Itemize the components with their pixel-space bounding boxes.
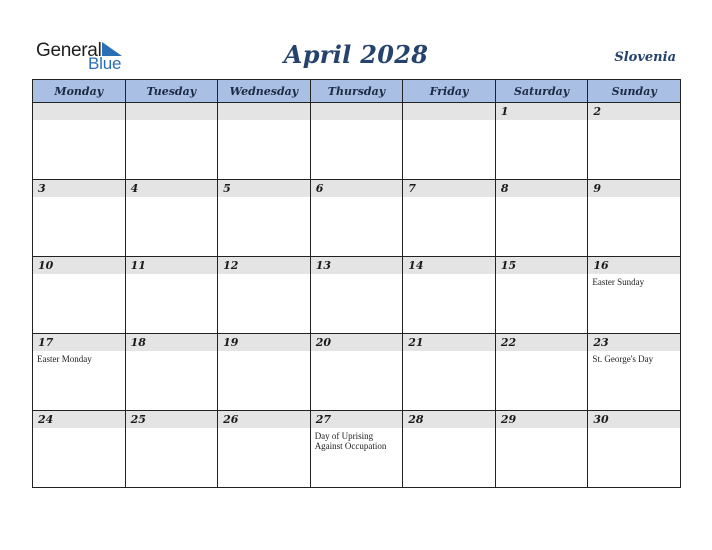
logo-word-general: General bbox=[36, 40, 102, 61]
day-number: 22 bbox=[496, 334, 588, 351]
day-cell bbox=[495, 334, 588, 411]
day-cell bbox=[495, 180, 588, 257]
holiday-label bbox=[588, 120, 680, 123]
day-cell bbox=[588, 103, 681, 180]
holiday-label bbox=[126, 351, 218, 354]
day-number: 28 bbox=[403, 411, 495, 428]
day-cell bbox=[588, 257, 681, 334]
weekday-header-row bbox=[33, 80, 681, 103]
day-number: 9 bbox=[588, 180, 680, 197]
holiday-label bbox=[403, 197, 495, 200]
day-number bbox=[218, 103, 310, 120]
holiday-label bbox=[311, 274, 403, 277]
day-number: 15 bbox=[496, 257, 588, 274]
day-number: 4 bbox=[126, 180, 218, 197]
day-cell bbox=[310, 103, 403, 180]
day-number: 12 bbox=[218, 257, 310, 274]
calendar-title: April 2028 bbox=[283, 40, 429, 69]
holiday-label: Day of Uprising Against Occupation bbox=[314, 431, 387, 451]
day-number: 10 bbox=[33, 257, 125, 274]
day-number: 1 bbox=[496, 103, 588, 120]
holiday-label: St. George's Day bbox=[592, 354, 654, 364]
day-number bbox=[403, 103, 495, 120]
weekday-header: Monday bbox=[33, 80, 126, 103]
day-cell bbox=[310, 257, 403, 334]
week-row bbox=[33, 334, 681, 411]
holiday-label bbox=[218, 351, 310, 354]
weekday-header: Wednesday bbox=[218, 80, 311, 103]
weekday-header: Saturday bbox=[495, 80, 588, 103]
day-number: 23 bbox=[588, 334, 680, 351]
day-cell bbox=[125, 257, 218, 334]
weekday-header: Sunday bbox=[588, 80, 681, 103]
day-cell bbox=[495, 257, 588, 334]
logo-word-blue: Blue bbox=[88, 54, 122, 73]
day-cell bbox=[588, 180, 681, 257]
holiday-label bbox=[311, 197, 403, 200]
holiday-label bbox=[218, 120, 310, 123]
day-number: 17 bbox=[33, 334, 125, 351]
holiday-label bbox=[33, 428, 125, 431]
day-number: 3 bbox=[33, 180, 125, 197]
day-number: 30 bbox=[588, 411, 680, 428]
day-cell bbox=[588, 334, 681, 411]
day-cell bbox=[125, 103, 218, 180]
day-number: 27 bbox=[311, 411, 403, 428]
day-cell bbox=[125, 334, 218, 411]
day-cell bbox=[125, 180, 218, 257]
day-cell bbox=[310, 180, 403, 257]
holiday-label: Easter Monday bbox=[37, 354, 92, 364]
holiday-label bbox=[496, 351, 588, 354]
country-label: Slovenia bbox=[614, 50, 676, 65]
day-cell bbox=[218, 180, 311, 257]
holiday-label bbox=[496, 120, 588, 123]
day-cell bbox=[588, 411, 681, 488]
day-cell bbox=[33, 103, 126, 180]
day-number: 25 bbox=[126, 411, 218, 428]
holiday-label bbox=[403, 120, 495, 123]
day-number: 16 bbox=[588, 257, 680, 274]
day-number: 14 bbox=[403, 257, 495, 274]
weekday-header: Friday bbox=[403, 80, 496, 103]
holiday-label bbox=[588, 428, 680, 431]
day-number: 13 bbox=[311, 257, 403, 274]
holiday-label bbox=[33, 274, 125, 277]
day-number: 26 bbox=[218, 411, 310, 428]
day-number: 18 bbox=[126, 334, 218, 351]
weekday-header: Tuesday bbox=[125, 80, 218, 103]
week-row bbox=[33, 257, 681, 334]
holiday-label bbox=[403, 351, 495, 354]
holiday-label bbox=[126, 274, 218, 277]
day-cell bbox=[218, 411, 311, 488]
day-cell bbox=[33, 411, 126, 488]
holiday-label bbox=[403, 274, 495, 277]
holiday-label bbox=[311, 351, 403, 354]
holiday-label bbox=[126, 428, 218, 431]
holiday-label bbox=[403, 428, 495, 431]
day-cell bbox=[218, 334, 311, 411]
day-number: 20 bbox=[311, 334, 403, 351]
holiday-label bbox=[588, 197, 680, 200]
day-cell bbox=[403, 334, 496, 411]
holiday-label bbox=[311, 120, 403, 123]
holiday-label bbox=[126, 197, 218, 200]
day-cell bbox=[310, 334, 403, 411]
day-number: 11 bbox=[126, 257, 218, 274]
day-number bbox=[311, 103, 403, 120]
day-number bbox=[126, 103, 218, 120]
day-cell bbox=[125, 411, 218, 488]
day-number: 5 bbox=[218, 180, 310, 197]
holiday-label bbox=[496, 274, 588, 277]
week-row bbox=[33, 411, 681, 488]
day-cell bbox=[310, 411, 403, 488]
day-number: 29 bbox=[496, 411, 588, 428]
holiday-label bbox=[218, 428, 310, 431]
day-cell bbox=[403, 411, 496, 488]
day-cell bbox=[218, 257, 311, 334]
day-cell bbox=[33, 180, 126, 257]
day-cell bbox=[403, 180, 496, 257]
day-number: 8 bbox=[496, 180, 588, 197]
holiday-label bbox=[218, 197, 310, 200]
day-number: 7 bbox=[403, 180, 495, 197]
weekday-header: Thursday bbox=[310, 80, 403, 103]
holiday-label bbox=[496, 197, 588, 200]
day-number: 24 bbox=[33, 411, 125, 428]
day-number: 19 bbox=[218, 334, 310, 351]
day-cell bbox=[495, 411, 588, 488]
holiday-label bbox=[218, 274, 310, 277]
week-row bbox=[33, 180, 681, 257]
holiday-label bbox=[33, 120, 125, 123]
day-number bbox=[33, 103, 125, 120]
day-cell bbox=[403, 103, 496, 180]
holiday-label bbox=[126, 120, 218, 123]
calendar-grid bbox=[32, 79, 681, 488]
holiday-label bbox=[496, 428, 588, 431]
day-cell bbox=[403, 257, 496, 334]
day-number: 21 bbox=[403, 334, 495, 351]
holiday-label: Easter Sunday bbox=[592, 277, 645, 287]
day-cell bbox=[33, 257, 126, 334]
day-number: 2 bbox=[588, 103, 680, 120]
day-cell bbox=[495, 103, 588, 180]
holiday-label bbox=[33, 197, 125, 200]
day-number: 6 bbox=[311, 180, 403, 197]
week-row bbox=[33, 103, 681, 180]
day-cell bbox=[218, 103, 311, 180]
day-cell bbox=[33, 334, 126, 411]
